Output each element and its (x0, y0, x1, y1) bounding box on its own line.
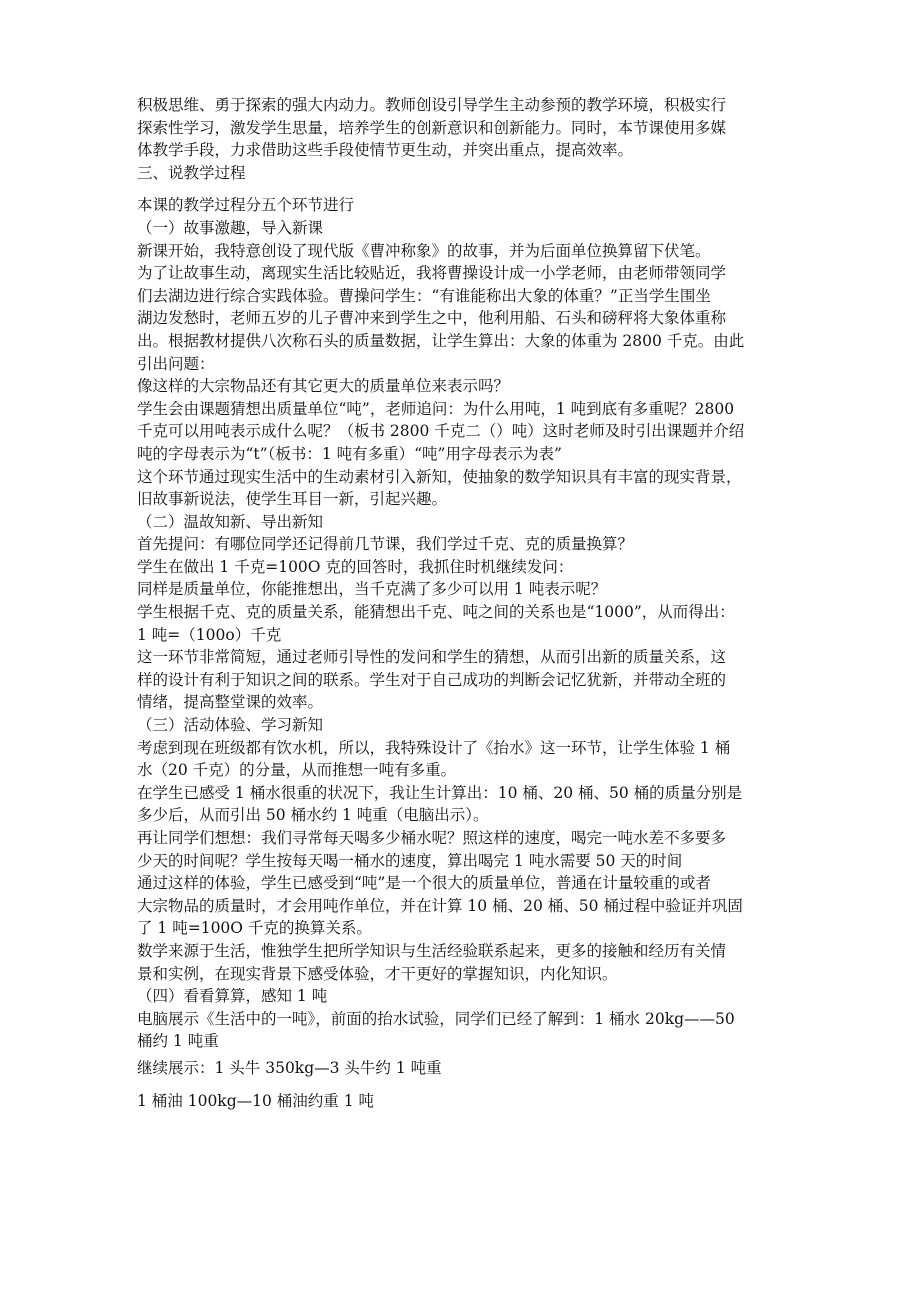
paragraph-line: 这个环节通过现实生活中的生动素材引入新知，使抽象的数学知识具有丰富的现实背景， (137, 467, 742, 486)
subsection-heading: （一）故事激趣，导入新课 (137, 218, 324, 237)
paragraph-line: 样的设计有利于知识之间的联系。学生对于自己成功的判断会记忆犹新，并带动全班的 (137, 670, 727, 689)
paragraph-line: 桶约 1 吨重 (137, 1032, 219, 1051)
paragraph-line: 1 吨=（100o）千克 (137, 625, 282, 644)
paragraph-line: 探索性学习，激发学生思量，培养学生的创新意识和创新能力。同时，本节课使用多媒 (137, 118, 727, 137)
paragraph-line: 学生在做出 1 千克=100O 克的回答时，我抓住时机继续发问： (137, 557, 574, 576)
paragraph-line: 吨的字母表示为“t”（板书：1 吨有多重）“吨”用字母表示为表” (137, 444, 562, 463)
section-heading: 三、说教学过程 (137, 163, 246, 182)
subsection-heading: （二）温故知新、导出新知 (137, 512, 324, 531)
paragraph-line: 大宗物品的质量时，才会用吨作单位，并在计算 10 桶、20 桶、50 桶过程中验证并巩固 (137, 896, 743, 915)
paragraph-line: 在学生已感受 1 桶水很重的状况下，我让生计算出：10 桶、20 桶、50 桶的质量分别是 (137, 783, 743, 802)
paragraph-line: 湖边发愁时，老师五岁的儿子曹冲来到学生之中，他利用船、石头和磅秤将大象体重称 (137, 309, 727, 328)
subsection-heading: （四）看看算算，感知 1 吨 (137, 987, 328, 1006)
paragraph-line: 学生根据千克、克的质量关系，能猜想出千克、吨之间的关系也是“1000”，从而得出： (137, 603, 735, 622)
paragraph-line: 通过这样的体验，学生已感受到“吨”是一个很大的质量单位，普通在计量较重的或者 (137, 874, 711, 893)
paragraph-line: 这一环节非常简短，通过老师引导性的发问和学生的猜想，从而引出新的质量关系，这 (137, 648, 727, 667)
paragraph-line: 新课开始，我特意创设了现代版《曹冲称象》的故事，并为后面单位换算留下伏笔。 (137, 241, 711, 260)
document-body (137, 94, 797, 1112)
subsection-heading: （三）活动体验、学习新知 (137, 716, 324, 735)
paragraph-line: 情绪，提高整堂课的效率。 (137, 693, 324, 712)
paragraph-line: 为了让故事生动，离现实生活比较贴近，我将曹操设计成一小学老师，由老师带领同学 (137, 264, 727, 283)
paragraph-line: 积极思维、勇于探索的强大内动力。教师创设引导学生主动参预的教学环境，积极实行 (137, 96, 727, 114)
paragraph-line: 数学来源于生活，惟独学生把所学知识与生活经验联系起来，更多的接触和经历有关情 (137, 941, 727, 960)
paragraph-line: 学生会由课题猜想出质量单位“吨”，老师追问：为什么用吨，1 吨到底有多重呢？2800 (137, 399, 735, 418)
paragraph-line: 继续展示：1 头牛 350kg—3 头牛约 1 吨重 (137, 1058, 442, 1077)
paragraph-line: 了 1 吨=100O 千克的换算关系。 (137, 919, 372, 938)
paragraph-line: 多少后，从而引出 50 桶水约 1 吨重（电脑出示）。 (137, 806, 489, 825)
paragraph-line: 少天的时间呢？学生按每天喝一桶水的速度，算出喝完 1 吨水需要 50 天的时间 (137, 851, 683, 870)
paragraph-line: 考虑到现在班级都有饮水机，所以，我特殊设计了《抬水》这一环节，让学生体验 1 桶 (137, 738, 731, 757)
paragraph-line: 体教学手段，力求借助这些手段使情节更生动，并突出重点，提高效率。 (137, 141, 634, 160)
paragraph-line: 千克可以用吨表示成什么呢？（板书 2800 千克二（）吨）这时老师及时引出课题并介绍 (137, 422, 745, 441)
paragraph-line: 水（20 千克）的分量，从而推想一吨有多重。 (137, 761, 457, 780)
paragraph-line: 电脑展示《生活中的一吨》，前面的抬水试验，同学们已经了解到：1 桶水 20kg——50 (137, 1009, 735, 1028)
paragraph-line: 像这样的大宗物品还有其它更大的质量单位来表示吗？ (137, 377, 510, 396)
paragraph-line: 旧故事新说法，使学生耳目一新，引起兴趣。 (137, 490, 448, 509)
paragraph-line: 出。根据教材提供八次称石头的质量数据，让学生算出：大象的体重为 2800 千克。由此 (137, 331, 745, 350)
paragraph-line: 首先提问：有哪位同学还记得前几节课，我们学过千克、克的质量换算？ (137, 535, 634, 554)
paragraph-line: 引出问题： (137, 354, 215, 373)
paragraph-line: 景和实例，在现实背景下感受体验，才干更好的掌握知识，内化知识。 (137, 964, 618, 983)
paragraph-line: 本课的教学过程分五个环节进行 (137, 196, 355, 215)
paragraph-line: 1 桶油 100kg—10 桶油约重 1 吨 (137, 1091, 374, 1110)
paragraph-line: 再让同学们想想：我们寻常每天喝多少桶水呢？照这样的速度，喝完一吨水差不多要多 (137, 829, 727, 847)
paragraph-line: 同样是质量单位，你能推想出，当千克满了多少可以用 1 吨表示呢？ (137, 580, 607, 599)
paragraph-line: 们去湖边进行综合实践体验。曹操问学生：“有谁能称出大象的体重？”正当学生围坐 (137, 286, 711, 305)
